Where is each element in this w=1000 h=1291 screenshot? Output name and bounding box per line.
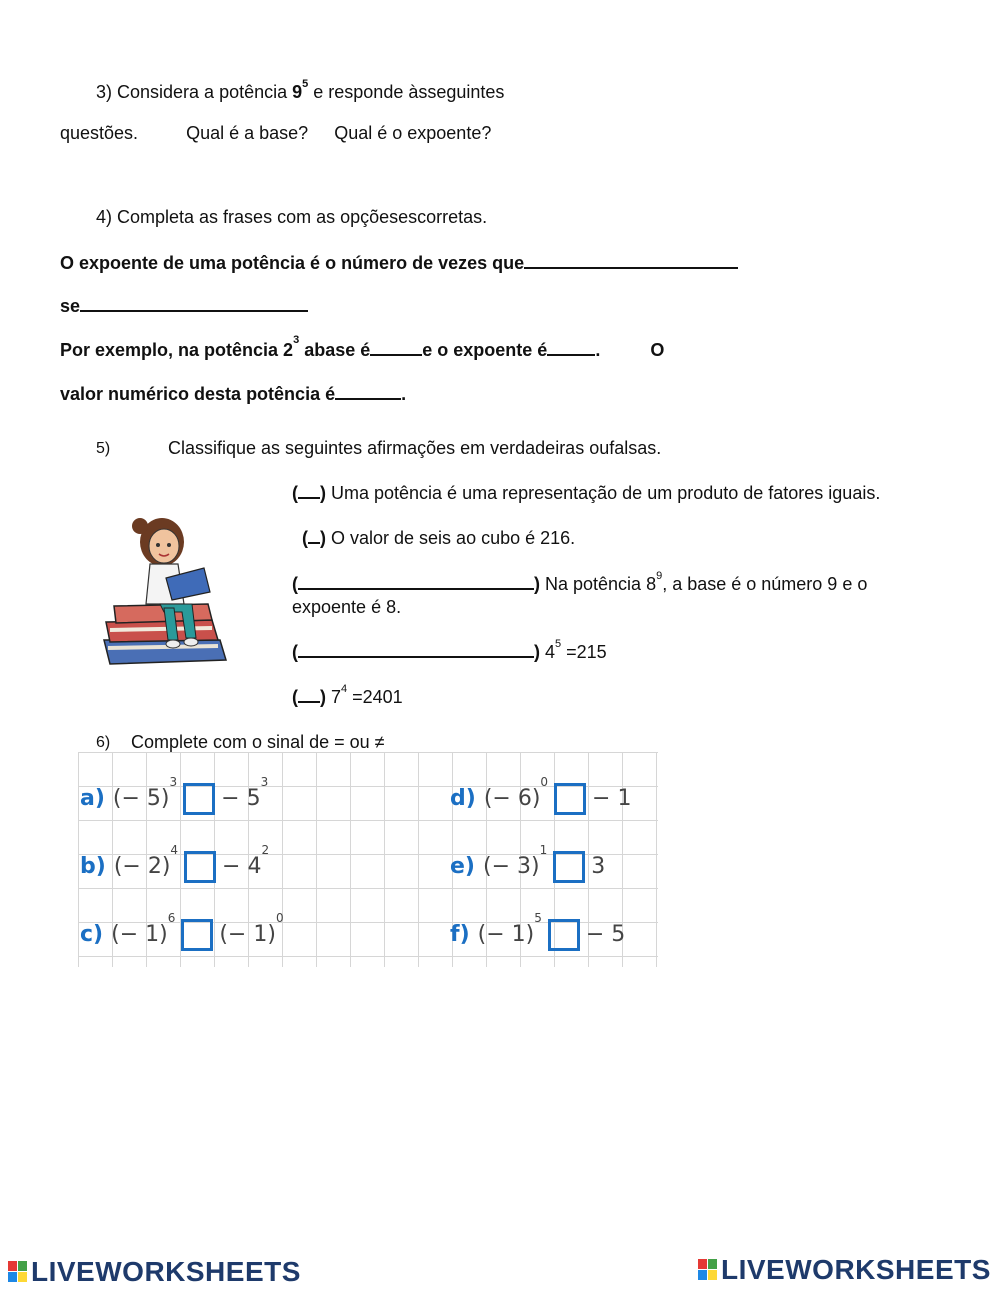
q5-item-4 bbox=[292, 638, 607, 663]
exercise-left: (− 6) bbox=[483, 786, 541, 811]
q5-item-3-exponent: 9 bbox=[656, 570, 663, 582]
exercise-letter: c) bbox=[80, 922, 104, 947]
paren-close: ) bbox=[320, 528, 326, 548]
q4-sentence-4 bbox=[60, 382, 406, 405]
q5-item-1 bbox=[292, 483, 880, 504]
q4-s4-period: . bbox=[401, 384, 407, 404]
q6-exercise-e bbox=[450, 843, 606, 883]
q3-text-post: e responde àsseguintes bbox=[308, 82, 505, 102]
q4-s3-text: Por exemplo, na potência 2 bbox=[60, 340, 294, 360]
exercise-right-exp: 0 bbox=[275, 911, 284, 925]
q4-heading: 4) Completa as frases com as opçõesescorretas. bbox=[96, 207, 488, 227]
exercise-letter: b) bbox=[80, 854, 106, 879]
paren-close: ) bbox=[320, 483, 326, 503]
exercise-right: − 5 bbox=[221, 786, 261, 811]
exercise-right: − 1 bbox=[592, 786, 632, 811]
q3-question-base: Qual é a base? bbox=[186, 123, 309, 143]
q3-base: 9 bbox=[292, 82, 303, 102]
paren-open: ( bbox=[292, 687, 298, 707]
q4-sentence-3 bbox=[60, 334, 665, 361]
girl-reading-books-illustration bbox=[100, 512, 232, 674]
q5-item-1-text: Uma potência é uma representação de um produto de fatores iguais. bbox=[326, 483, 881, 503]
q3-question-exponent: Qual é o expoente? bbox=[334, 123, 492, 143]
paren-open: ( bbox=[292, 642, 298, 662]
q4-s3-exponent: 3 bbox=[293, 334, 300, 346]
exercise-letter: e) bbox=[450, 854, 475, 879]
q4-blank-value[interactable] bbox=[335, 382, 401, 400]
q3-line2 bbox=[60, 123, 491, 144]
q5-item-5-text-b: =2401 bbox=[347, 687, 403, 707]
q4-blank-base[interactable] bbox=[370, 338, 422, 356]
q5-item-4-text-b: =215 bbox=[561, 642, 607, 662]
q4-sentence-1 bbox=[60, 251, 738, 274]
liveworksheets-blocks-icon bbox=[698, 1259, 718, 1281]
q4-blank-1[interactable] bbox=[524, 251, 738, 269]
liveworksheets-logo-left[interactable] bbox=[8, 1256, 301, 1288]
sign-answer-box[interactable] bbox=[554, 783, 586, 815]
liveworksheets-blocks-icon bbox=[8, 1261, 28, 1283]
sign-answer-box[interactable] bbox=[181, 919, 213, 951]
paren-open: ( bbox=[292, 574, 298, 594]
q3-text: 3) Considera a potência bbox=[96, 82, 293, 102]
exercise-left-exp: 1 bbox=[539, 843, 548, 857]
logo-text: LIVEWORKSHEETS bbox=[31, 1256, 301, 1287]
paren-close: ) bbox=[534, 642, 540, 662]
q5-answer-2[interactable] bbox=[308, 528, 320, 544]
exercise-left: (− 5) bbox=[112, 786, 170, 811]
q5-answer-4[interactable] bbox=[298, 642, 534, 658]
q6-number: 6) bbox=[96, 734, 111, 751]
exercise-right: (− 1) bbox=[219, 922, 276, 947]
q4-s1-text: O expoente de uma potência é o número de vezes que bbox=[60, 253, 525, 273]
exercise-left-exp: 5 bbox=[534, 911, 542, 925]
exercise-right: − 5 bbox=[585, 922, 626, 947]
q6-exercise-c bbox=[80, 911, 284, 951]
exercise-left-exp: 0 bbox=[540, 775, 549, 789]
liveworksheets-logo-right[interactable] bbox=[698, 1254, 991, 1286]
sign-answer-box[interactable] bbox=[548, 919, 580, 951]
exercise-right-exp: 3 bbox=[260, 775, 269, 789]
q6-heading: Complete com o sinal de = ou ≠ bbox=[131, 732, 385, 752]
q5-item-5-exponent: 4 bbox=[341, 683, 348, 695]
q6-exercise-a bbox=[80, 775, 269, 815]
q4-s3-exp-label: e o expoente é bbox=[422, 340, 548, 360]
q4-s3-base-label: abase é bbox=[299, 340, 371, 360]
q5-item-2 bbox=[302, 528, 575, 549]
sign-answer-box[interactable] bbox=[553, 851, 585, 883]
q5-item-4-exponent: 5 bbox=[555, 638, 562, 650]
q6-exercise-b bbox=[80, 843, 270, 883]
q4-s4-text: valor numérico desta potência é bbox=[60, 384, 336, 404]
exercise-left-exp: 4 bbox=[170, 843, 179, 857]
q5-item-3-text: Na potência 8 bbox=[540, 574, 657, 594]
q5-answer-3[interactable] bbox=[298, 574, 534, 590]
sign-answer-box[interactable] bbox=[183, 783, 215, 815]
q5-item-3-cont: expoente é 8. bbox=[292, 597, 402, 617]
paren-close: ) bbox=[320, 687, 326, 707]
exercise-left: (− 2) bbox=[113, 854, 171, 879]
paren-open: ( bbox=[302, 528, 308, 548]
q5-heading: Classifique as seguintes afirmações em verdadeiras oufalsas. bbox=[168, 438, 662, 458]
exercise-right-exp: 2 bbox=[261, 843, 270, 857]
exercise-left: (− 3) bbox=[482, 854, 540, 879]
q6-exercise-d bbox=[450, 775, 632, 815]
exercise-left-exp: 3 bbox=[169, 775, 178, 789]
logo-text: LIVEWORKSHEETS bbox=[721, 1254, 991, 1285]
q4-sentence-2 bbox=[60, 294, 308, 317]
q5-answer-5[interactable] bbox=[298, 687, 320, 703]
q4-s3-period: . bbox=[595, 340, 601, 360]
q5-item-3-text-b: , a base é o número 9 e o bbox=[662, 574, 868, 594]
q5-item-3 bbox=[292, 570, 868, 595]
exercise-left: (− 1) bbox=[111, 922, 168, 947]
exercise-letter: f) bbox=[450, 922, 470, 947]
q3-questoes: questões. bbox=[60, 123, 139, 143]
q5-item-4-text: 4 bbox=[540, 642, 556, 662]
q5-item-5-text: 7 bbox=[326, 687, 342, 707]
q4-s3-o: O bbox=[650, 340, 665, 360]
q3-line1 bbox=[96, 78, 505, 103]
exercise-right: − 4 bbox=[222, 854, 262, 879]
q4-s2-text: se bbox=[60, 296, 81, 316]
exercise-right: 3 bbox=[591, 854, 606, 879]
q6-exercise-f bbox=[450, 911, 626, 951]
q4-blank-2[interactable] bbox=[80, 294, 308, 312]
q3-exponent: 5 bbox=[302, 78, 309, 90]
exercise-left: (− 1) bbox=[477, 922, 535, 947]
q5-item-5 bbox=[292, 683, 403, 708]
exercise-letter: a) bbox=[80, 786, 105, 811]
q5-item-2-text: O valor de seis ao cubo é 216. bbox=[326, 528, 576, 548]
exercise-letter: d) bbox=[450, 786, 476, 811]
exercise-left-exp: 6 bbox=[167, 911, 176, 925]
q5-number: 5) bbox=[96, 440, 111, 457]
q4-blank-exponent[interactable] bbox=[547, 338, 595, 356]
sign-answer-box[interactable] bbox=[184, 851, 216, 883]
paren-close: ) bbox=[534, 574, 540, 594]
paren-open: ( bbox=[292, 483, 298, 503]
q5-answer-1[interactable] bbox=[298, 483, 320, 499]
